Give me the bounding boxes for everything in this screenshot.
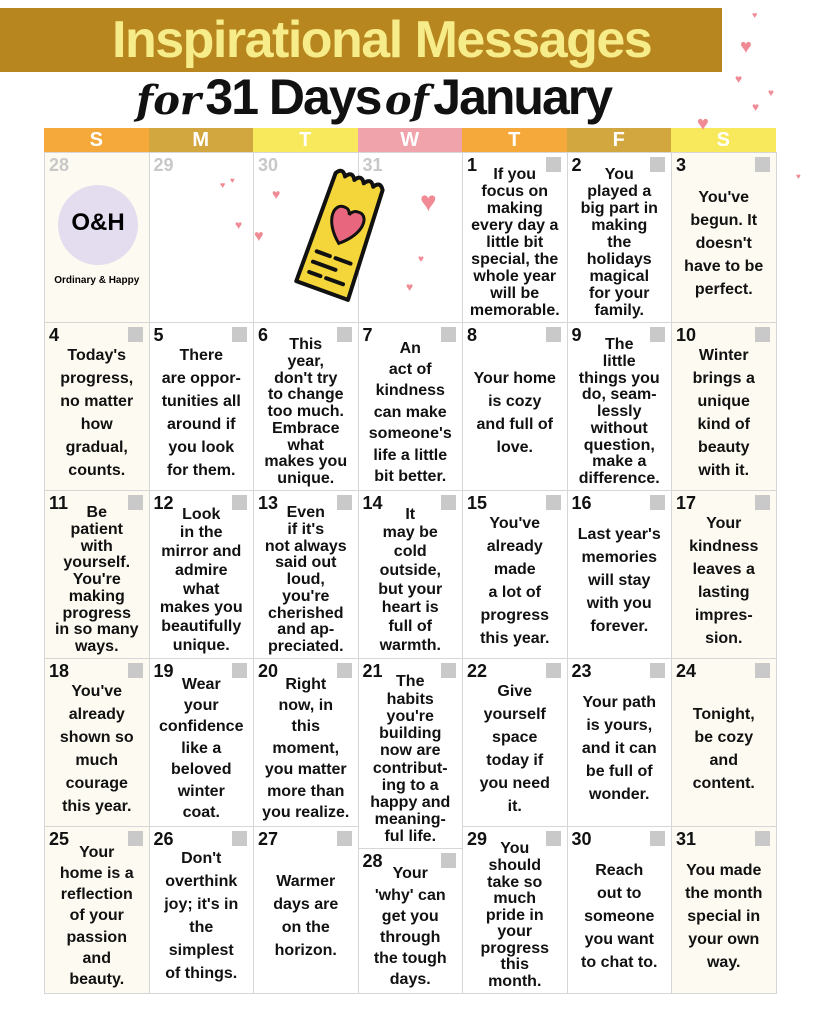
notepad-heart-icon (290, 165, 400, 305)
heart-icon: ♥ (230, 176, 235, 185)
day-cell (671, 152, 777, 323)
weekday-header: T (462, 128, 567, 153)
day-cell (567, 490, 673, 659)
weekday-header: M (149, 128, 254, 153)
daily-message: An act of kindness can make someone's life a little bit better. (368, 339, 452, 486)
heart-icon: ♥ (735, 72, 743, 86)
daily-message: Tonight, be cozy and content. (692, 705, 755, 792)
day-number: 28 (49, 155, 70, 175)
day-number: 18 (49, 661, 70, 681)
day-number: 2 (571, 155, 582, 175)
day-cell (462, 826, 568, 994)
daily-message: Your home is cozy and full of love. (473, 369, 556, 456)
daily-message: This year, don't try to change too much. Embrace what makes you unique. (264, 336, 348, 487)
day-number: 29 (467, 829, 488, 849)
heart-icon: ♥ (740, 36, 752, 58)
day-number: 7 (362, 325, 373, 345)
day-cell (358, 658, 464, 849)
daily-message: If you focus on making every day a little bit special, the whole year will be memorable. (469, 166, 560, 319)
day-number: 23 (571, 661, 592, 681)
daily-message: You made the month special in your own way. (685, 861, 763, 971)
day-number: 24 (676, 661, 697, 681)
day-cell (44, 322, 150, 491)
daily-message: Reach out to someone you want to chat to. (581, 861, 658, 971)
day-number: 13 (258, 493, 279, 513)
title-of: of (384, 77, 429, 124)
day-number: 21 (362, 661, 383, 681)
day-cell (358, 322, 464, 491)
day-number: 17 (676, 493, 697, 513)
day-number: 19 (153, 661, 174, 681)
daily-message: You've already shown so much courage this year. (59, 682, 134, 815)
day-number: 22 (467, 661, 488, 681)
day-number: 25 (49, 829, 70, 849)
day-number: 4 (49, 325, 60, 345)
daily-message: Look in the mirror and admire what makes you beautifully unique. (159, 505, 243, 654)
heart-icon: ♥ (406, 280, 414, 294)
day-number: 26 (153, 829, 174, 849)
daily-message: You played a big part in making the holidays magical for your family. (580, 166, 658, 319)
day-cell (253, 322, 359, 491)
day-number: 14 (362, 493, 383, 513)
day-number: 1 (467, 155, 478, 175)
title-for: for (136, 77, 201, 124)
day-cell (567, 658, 673, 827)
day-number: 15 (467, 493, 488, 513)
weekday-header: T (253, 128, 358, 153)
day-cell (671, 490, 777, 659)
day-number: 5 (153, 325, 164, 345)
title-month: January (433, 69, 612, 125)
daily-message: The little things you do, seam- lessly without question, make a difference. (578, 336, 660, 487)
day-cell (567, 322, 673, 491)
title-days: 31 Days (205, 69, 381, 125)
daily-message: Don't overthink joy; it's in the simplest of things. (164, 850, 239, 982)
day-number: 3 (676, 155, 687, 175)
day-cell (149, 490, 255, 659)
day-number: 10 (676, 325, 697, 345)
day-number: 20 (258, 661, 279, 681)
day-cell (462, 490, 568, 659)
day-cell (462, 322, 568, 491)
daily-message: You've already made a lot of progress this year. (480, 514, 550, 647)
daily-message: Give yourself space today if you need it. (479, 682, 550, 815)
daily-message: You've begun. It doesn't have to be perfect. (684, 189, 764, 298)
day-cell (149, 658, 255, 827)
daily-message: Even if it's not always said out loud, you're cherished and ap- preciated. (264, 504, 347, 655)
day-cell (671, 658, 777, 827)
day-number: 30 (258, 155, 279, 175)
heart-icon: ♥ (254, 228, 264, 245)
weekday-header: S (44, 128, 149, 153)
day-number: 31 (362, 155, 383, 175)
day-cell (44, 826, 150, 994)
heart-icon: ♥ (768, 88, 774, 99)
day-cell (44, 152, 150, 323)
day-number: 8 (467, 325, 478, 345)
title-line-1: Inspirational Messages (112, 11, 652, 69)
day-cell (149, 152, 255, 323)
day-number: 11 (49, 493, 69, 513)
heart-icon: ♥ (752, 100, 760, 114)
day-cell (567, 152, 673, 323)
day-cell (149, 322, 255, 491)
heart-icon: ♥ (272, 186, 281, 202)
heart-icon: ♥ (235, 218, 243, 232)
daily-message: Warmer days are on the horizon. (273, 873, 339, 959)
daily-message: The habits you're building now are contribut- ing to a happy and meaning- ful life. (370, 673, 451, 846)
day-cell (358, 848, 464, 994)
daily-message: Wear your confidence like a beloved winter coat. (159, 675, 244, 822)
day-number: 9 (571, 325, 582, 345)
logo-mark: O&H (71, 209, 125, 236)
daily-message: Last year's memories will stay with you forever. (577, 526, 661, 635)
weekday-header: F (567, 128, 672, 153)
heart-icon: ♥ (697, 113, 709, 135)
day-cell (462, 658, 568, 827)
day-cell (671, 826, 777, 994)
weekday-header: S (671, 128, 776, 153)
day-number: 31 (676, 829, 697, 849)
heart-icon: ♥ (752, 10, 758, 20)
day-number: 16 (571, 493, 592, 513)
day-cell (358, 490, 464, 659)
weekday-header: W (358, 128, 463, 153)
daily-message: It may be cold outside, but your heart is full of warmth. (378, 505, 443, 654)
logo-text: Ordinary & Happy (54, 275, 140, 286)
daily-message: Be patient with yourself. You're making progress in so many ways. (54, 504, 139, 655)
heart-icon: ♥ (220, 180, 226, 190)
day-number: 28 (362, 851, 383, 871)
daily-message: You should take so much pride in your progress this month. (480, 840, 549, 990)
day-cell (44, 490, 150, 659)
daily-message: Your home is a reflection of your passion and beauty. (59, 843, 134, 989)
day-cell (253, 826, 359, 994)
daily-message: There are oppor- tunities all around if you look for them. (161, 346, 241, 479)
day-cell (44, 658, 150, 827)
logo (58, 185, 138, 265)
title-banner (0, 8, 722, 72)
daily-message: Your path is yours, and it can be full of wonder. (581, 694, 657, 803)
heart-icon: ♥ (420, 186, 437, 217)
day-number: 6 (258, 325, 269, 345)
daily-message: Your 'why' can get you through the tough days. (373, 865, 447, 989)
day-cell (567, 826, 673, 994)
daily-message: Winter brings a unique kind of beauty with it. (692, 346, 755, 479)
day-number: 30 (571, 829, 592, 849)
day-cell (671, 322, 777, 491)
day-cell (253, 490, 359, 659)
heart-icon: ♥ (796, 172, 801, 181)
day-cell (149, 826, 255, 994)
day-cell (253, 658, 359, 827)
day-number: 12 (153, 493, 174, 513)
day-cell (462, 152, 568, 323)
day-number: 27 (258, 829, 279, 849)
day-number: 29 (153, 155, 174, 175)
daily-message: Right now, in this moment, you matter more than you realize. (262, 675, 350, 822)
heart-icon: ♥ (418, 254, 424, 265)
daily-message: Your kindness leaves a lasting impres- sion. (689, 514, 759, 647)
daily-message: Today's progress, no matter how gradual, counts. (60, 346, 134, 479)
